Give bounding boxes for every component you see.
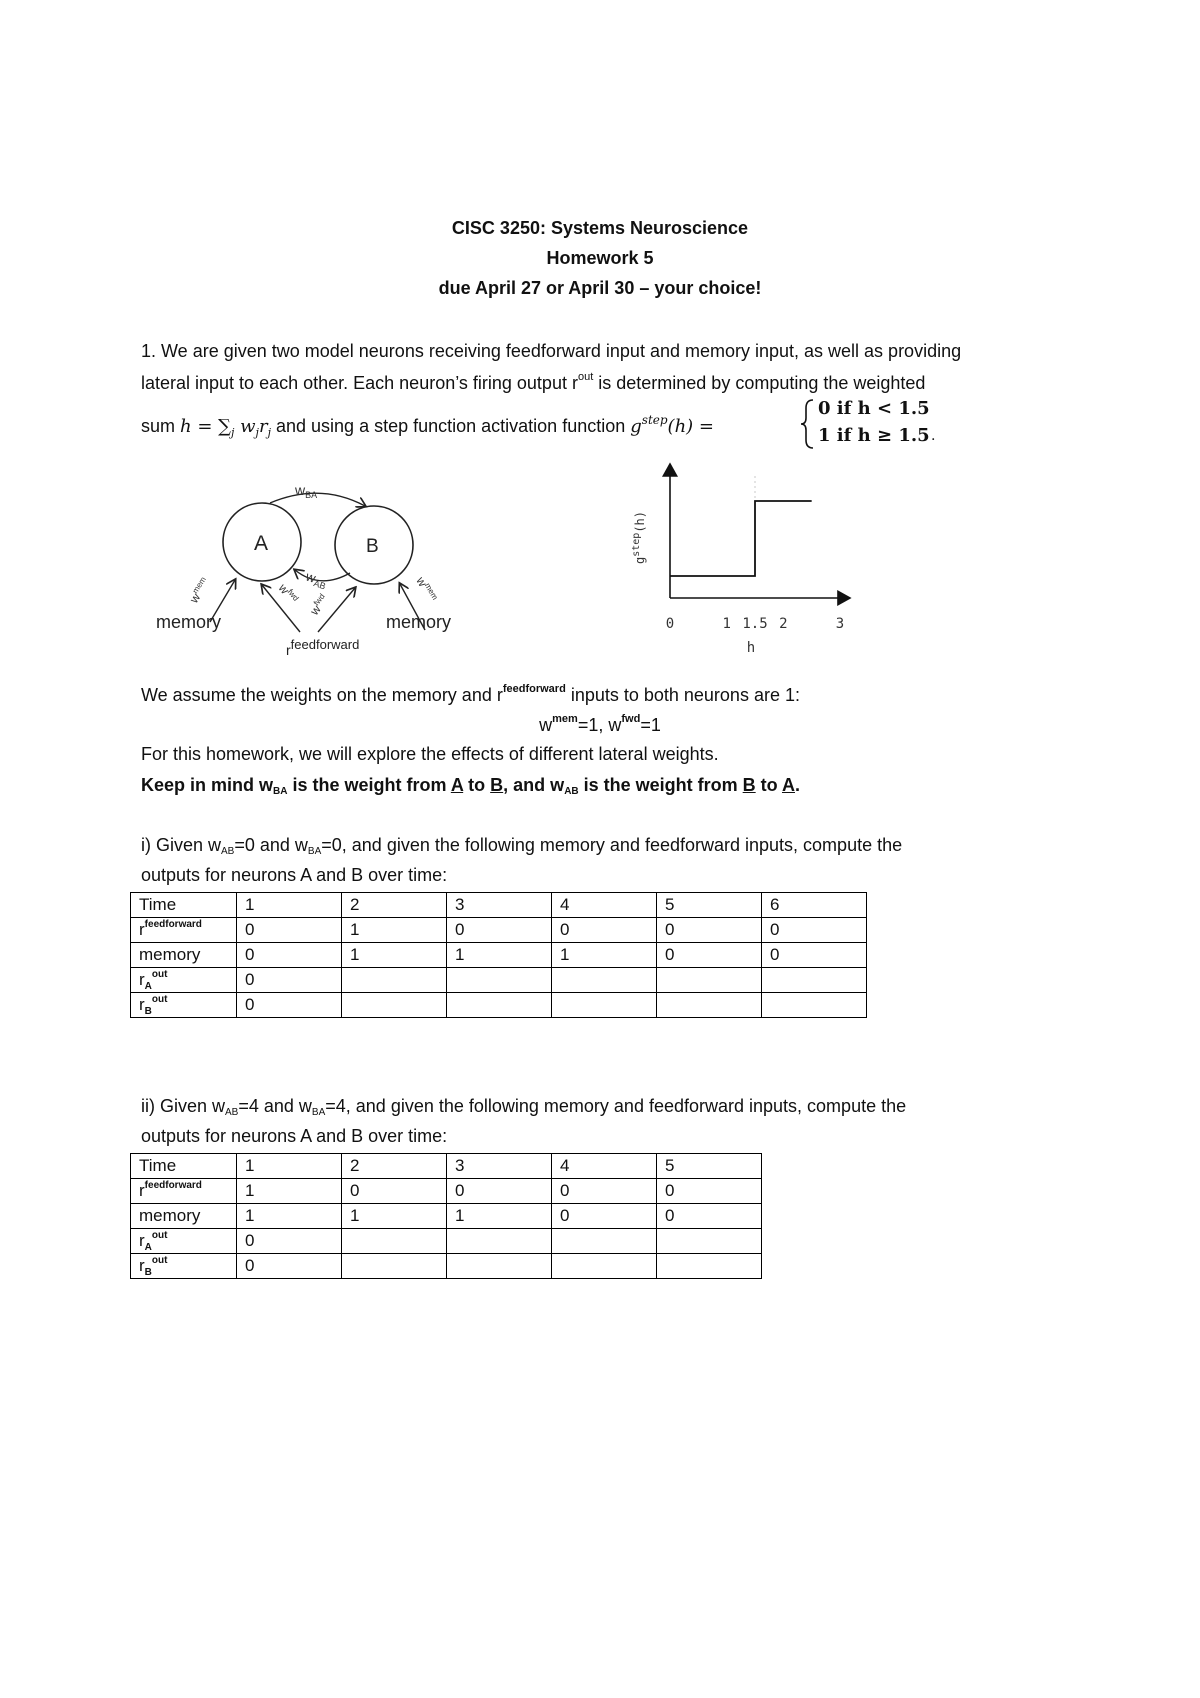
ra-row-label: $r_A^{out}$ [131, 1229, 237, 1254]
table-cell: 0 [237, 918, 342, 943]
table-cell: 0 [657, 1204, 762, 1229]
table-row-feedforward [131, 918, 867, 943]
table-cell: 1 [237, 1154, 342, 1179]
keep-ab: AB [564, 786, 579, 797]
assumption-post: inputs to both neurons are 1: [565, 685, 800, 705]
keep-in-mind [141, 775, 800, 797]
w-ba-label: $w_{BA}$ [295, 482, 318, 500]
answer-cell[interactable]: 0 [237, 993, 342, 1018]
answer-cell[interactable] [342, 1229, 447, 1254]
answer-cell[interactable] [342, 1254, 447, 1279]
part-ii-table [130, 1153, 762, 1279]
keep-b1: B [490, 775, 504, 795]
chart-x-label: h [746, 640, 756, 656]
table-cell: 4 [552, 1154, 657, 1179]
table-cell: 0 [447, 1179, 552, 1204]
part-ii-mid: =4 and w [238, 1096, 312, 1116]
answer-cell[interactable]: 0 [237, 1254, 342, 1279]
neuron-b-label: B [366, 536, 379, 557]
answer-cell[interactable] [447, 968, 552, 993]
table-row-ra [131, 1229, 762, 1254]
keep-mid3: is the weight from [578, 775, 743, 795]
table-row-feedforward [131, 1179, 762, 1204]
assumption-line-3: For this homework, we will explore the effects of different lateral weights. [141, 744, 719, 764]
part-ii-pre: ii) Given w [141, 1096, 226, 1116]
part-ii-question-line-2: outputs for neurons A and B over time: [141, 1126, 448, 1146]
answer-cell[interactable] [552, 968, 657, 993]
table-row-rb [131, 993, 867, 1018]
table-row-rb [131, 1254, 762, 1279]
intro-line-3 [141, 413, 714, 439]
intro-line-3-pre: sum [141, 416, 181, 436]
answer-cell[interactable] [762, 993, 867, 1018]
w-mem-b-label: $w^{mem}$ [413, 574, 440, 602]
table-cell: 1 [342, 918, 447, 943]
page-title: CISC 3250: Systems Neuroscience [451, 218, 749, 238]
table-row-memory [131, 1204, 762, 1229]
arrow-w-ab [295, 570, 350, 581]
arrow-fwd-b [318, 588, 355, 632]
table-cell: 0 [552, 1204, 657, 1229]
part-ii-ba: BA [311, 1107, 326, 1118]
table-cell: 0 [447, 918, 552, 943]
feedforward-row-label: $r^{feedforward}$ [131, 1179, 237, 1204]
piecewise-case-0: 0 if h < 1.5 [818, 398, 930, 419]
table-cell: 1 [342, 943, 447, 968]
keep-ba: BA [273, 786, 288, 797]
r-out-sup: out [577, 371, 594, 383]
part-ii-question [141, 1096, 906, 1118]
assumption-line-1 [141, 683, 800, 706]
chart-tick-label: 3 [835, 616, 845, 632]
table-cell: 3 [447, 893, 552, 918]
formula-w-index: j [255, 426, 259, 439]
table-cell: 1 [342, 1204, 447, 1229]
intro-line-2-post: is determined by computing the weighted [593, 373, 926, 393]
intro-line-2-pre: lateral input to each other. Each neuron’s firing output r [141, 373, 578, 393]
table-cell: 0 [237, 943, 342, 968]
chart-series-line [670, 501, 812, 576]
keep-end: . [794, 775, 800, 795]
table-cell: 5 [657, 1154, 762, 1179]
keep-a2: A [781, 775, 795, 795]
due-date: due April 27 or April 30 – your choice! [438, 278, 762, 298]
table-cell: 0 [762, 918, 867, 943]
table-cell: 6 [762, 893, 867, 918]
part-ii-post: =4, and given the following memory and feedforward inputs, compute the [325, 1096, 907, 1116]
time-header: Time [131, 893, 237, 918]
memory-row-label: memory [131, 1204, 237, 1229]
memory-row-label: memory [131, 943, 237, 968]
part-i-ab: AB [221, 846, 235, 857]
answer-cell[interactable] [342, 968, 447, 993]
chart-tick-label: 0 [665, 616, 675, 632]
g-arg: (h) = [667, 416, 714, 437]
piecewise-case-1: 1 if h ≥ 1.5 [818, 425, 930, 446]
intro-line-3-mid: and using a step function activation function [271, 416, 631, 436]
rb-row-label: $r_B^{out}$ [131, 1254, 237, 1279]
w-fwd-a-label: $w^{fwd}$ [275, 581, 301, 603]
table-cell: 0 [342, 1179, 447, 1204]
part-i-mid: =0 and w [234, 835, 308, 855]
feedforward-label: rfeedforward [286, 637, 360, 658]
part-ii-ab: AB [225, 1107, 239, 1118]
answer-cell[interactable] [447, 993, 552, 1018]
w-mem-a-label: $w^{mem}$ [186, 575, 208, 606]
arrow-w-ba [270, 493, 365, 506]
table-row-time [131, 893, 867, 918]
table-row-memory [131, 943, 867, 968]
eq-mid: =1, w [577, 715, 622, 735]
chart-tick-label: 1.5 [742, 616, 768, 632]
formula-r-index: j [267, 426, 271, 439]
table-cell: 0 [552, 1179, 657, 1204]
answer-cell[interactable] [657, 968, 762, 993]
answer-cell[interactable] [552, 993, 657, 1018]
chart-tick-label: 2 [779, 616, 788, 632]
table-cell: 0 [657, 918, 762, 943]
intro-line-1: 1. We are given two model neurons receiving feedforward input and memory input, as well as providing [141, 341, 962, 361]
keep-b2: B [742, 775, 756, 795]
answer-cell[interactable] [762, 968, 867, 993]
answer-cell[interactable]: 0 [237, 1229, 342, 1254]
answer-cell[interactable] [447, 1254, 552, 1279]
table-cell: 2 [342, 893, 447, 918]
network-diagram [150, 480, 490, 670]
eq-end: =1 [640, 715, 661, 735]
memory-right-label: memory [386, 612, 452, 632]
answer-cell[interactable]: 0 [237, 968, 342, 993]
table-cell: 0 [657, 1179, 762, 1204]
chart-y-label: $g^{step}(h)$ [631, 510, 647, 564]
part-i-ba: BA [307, 846, 322, 857]
table-cell: 5 [657, 893, 762, 918]
table-row-time [131, 1154, 762, 1179]
table-cell: 2 [342, 1154, 447, 1179]
answer-cell[interactable] [657, 1254, 762, 1279]
neuron-a-label: A [254, 532, 269, 555]
formula-r: r [258, 416, 268, 437]
piecewise-period: . [931, 428, 936, 444]
feedforward-row-label: $r^{feedforward}$ [131, 918, 237, 943]
keep-a1: A [450, 775, 464, 795]
table-cell: 0 [552, 918, 657, 943]
w-fwd-b-label: $w^{fwd}$ [307, 591, 327, 618]
g-symbol: g [630, 416, 642, 437]
assumption-ff-sup: feedforward [502, 683, 566, 695]
answer-cell[interactable] [552, 1229, 657, 1254]
part-i-pre: i) Given w [141, 835, 222, 855]
table-cell: 1 [237, 893, 342, 918]
table-row-ra [131, 968, 867, 993]
formula-w: w [234, 416, 256, 437]
eq-w1: w [539, 715, 553, 735]
rb-row-label: $r_B^{out}$ [131, 993, 237, 1018]
table-cell: 1 [552, 943, 657, 968]
chart-tick-label: 1 [722, 616, 731, 632]
table-cell: 4 [552, 893, 657, 918]
table-cell: 1 [447, 943, 552, 968]
sum-index: j [230, 426, 235, 439]
part-i-table [130, 892, 867, 1018]
keep-to1: to [463, 775, 491, 795]
answer-cell[interactable] [447, 1229, 552, 1254]
answer-cell[interactable] [552, 1254, 657, 1279]
keep-mid1: is the weight from [287, 775, 451, 795]
answer-cell[interactable] [657, 1229, 762, 1254]
ra-row-label: $r_A^{out}$ [131, 968, 237, 993]
answer-cell[interactable] [342, 993, 447, 1018]
g-step-sup: step [641, 413, 668, 427]
table-cell: 0 [762, 943, 867, 968]
table-cell: 3 [447, 1154, 552, 1179]
table-cell: 1 [447, 1204, 552, 1229]
part-i-question-line-2: outputs for neurons A and B over time: [141, 865, 448, 885]
memory-left-label: memory [156, 612, 222, 632]
table-cell: 1 [237, 1179, 342, 1204]
keep-to2: to [755, 775, 782, 795]
eq-fwd: fwd [621, 713, 641, 725]
answer-cell[interactable] [657, 993, 762, 1018]
step-function-chart [600, 458, 860, 658]
homework-number: Homework 5 [546, 248, 654, 268]
weights-equation [0, 713, 1200, 736]
weighted-sum-formula: h = ∑ [180, 416, 231, 437]
time-header: Time [131, 1154, 237, 1179]
part-i-question [141, 835, 902, 857]
intro-line-2 [141, 371, 925, 394]
w-ab-label: $w_{AB}$ [304, 568, 327, 592]
keep-mid2: , and w [503, 775, 565, 795]
eq-mem: mem [552, 713, 578, 725]
assumption-pre: We assume the weights on the memory and r [141, 685, 503, 705]
part-i-post: =0, and given the following memory and feedforward inputs, compute the [321, 835, 903, 855]
table-cell: 1 [237, 1204, 342, 1229]
table-cell: 0 [657, 943, 762, 968]
keep-pre: Keep in mind w [141, 775, 274, 795]
piecewise-brace [800, 398, 816, 450]
